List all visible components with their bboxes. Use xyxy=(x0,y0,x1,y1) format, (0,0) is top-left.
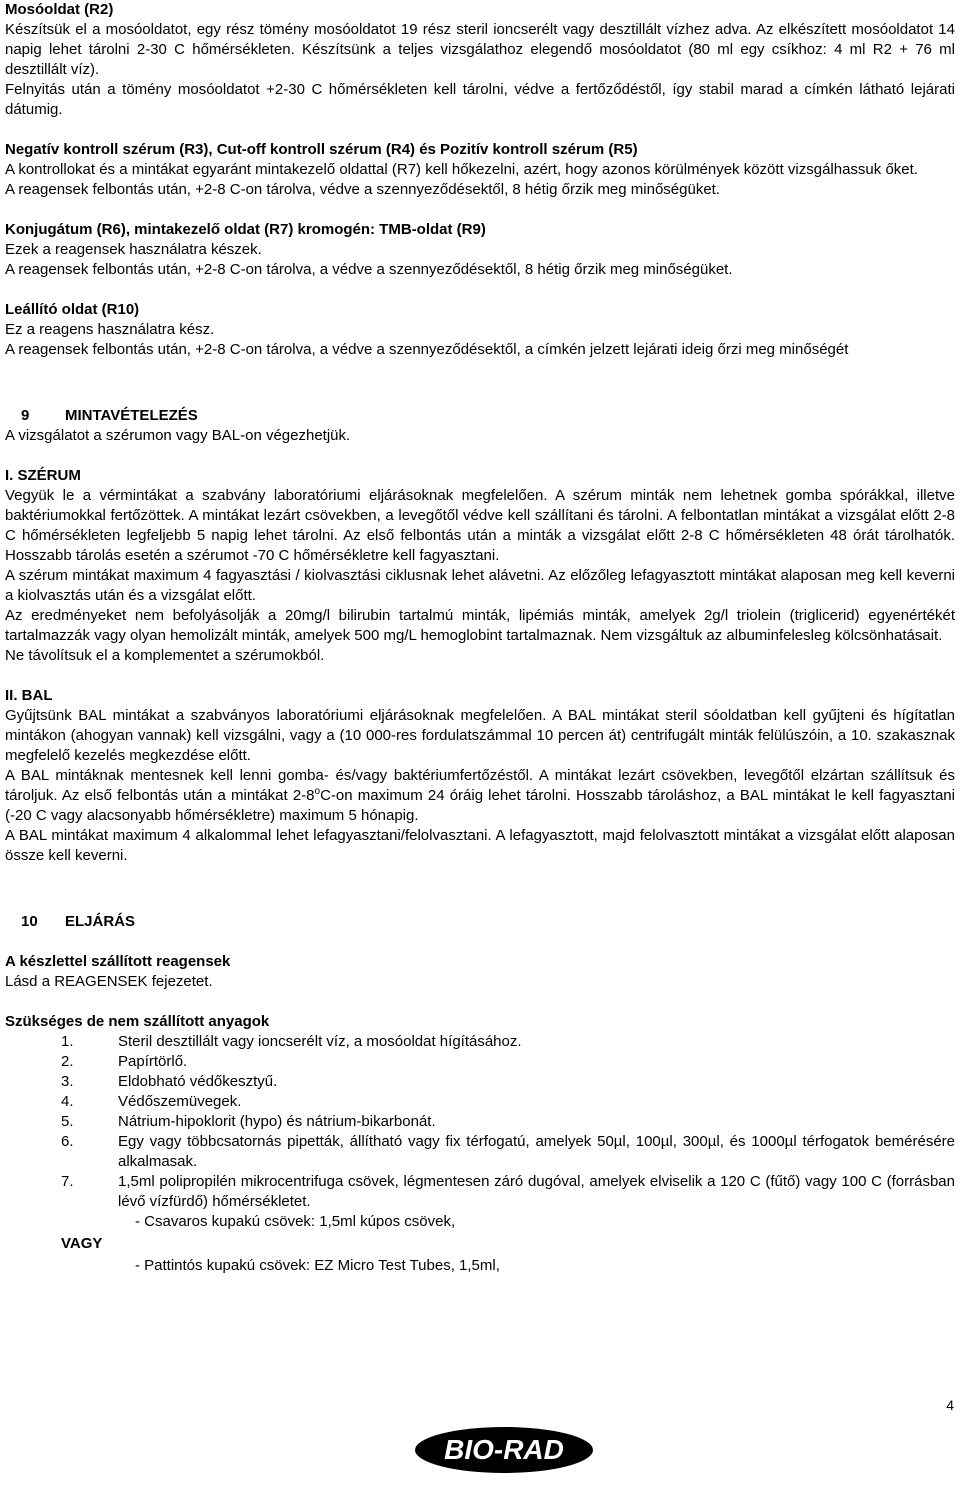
section-9-heading xyxy=(5,406,955,426)
list-item: 3. Eldobható védőkesztyű. xyxy=(61,1073,278,1090)
serum-paragraph-3: Az eredményeket nem befolyásolják a 20mg/l bilirubin tartalmú minták, lipémiás minták, amelyek 2g/l triolein (triglicerid) egyenértékét tartalmazzák vagy olyan hemolizált minták, amelyek 500 mg/L hemoglobint tartalmaznak. Nem vizsgáltuk az albuminfelesleg kölcsönhatásait. xyxy=(5,607,955,644)
wash-solution-paragraph-2: Felnyitás után a tömény mosóoldatot +2-30 C hőmérsékleten kell tárolni, védve a fertőződéstől, így stabil marad a címkén látható lejárati dátumig. xyxy=(5,81,955,118)
conjugate-paragraph-2: A reagensek felbontás után, +2-8 C-on tárolva, a védve a szennyeződésektől, 8 hétig őrzik meg minőségüket. xyxy=(5,261,733,278)
section-10-title: ELJÁRÁS xyxy=(65,913,136,930)
list-item: 7. 1,5ml polipropilén mikrocentrifuga csövek, légmentesen záró dugóval, amelyek elviselik a 120 C (fűtő) vagy 100 C (forrásban lévő vízfürdő) hőmérsékletet. xyxy=(61,1173,955,1210)
tube-option-1: - Csavaros kupakú csövek: 1,5ml kúpos csövek, xyxy=(135,1213,456,1230)
tube-option-2: - Pattintós kupakú csövek: EZ Micro Test Tubes, 1,5ml, xyxy=(135,1257,500,1274)
list-item: 2. Papírtörlő. xyxy=(61,1053,188,1070)
controls-paragraph-2: A reagensek felbontás után, +2-8 C-on tárolva, védve a szennyeződésektől, 8 hétig őrzik meg minőségüket. xyxy=(5,181,721,198)
stop-solution-paragraph-2: A reagensek felbontás után, +2-8 C-on tárolva, a védve a szennyeződésektől, a címkén jelzett lejárati ideig őrzi meg minőségét xyxy=(5,341,849,358)
serum-paragraph-2: A szérum mintákat maximum 4 fagyasztási / kiolvasztási ciklusnak lehet alávetni. Az előzőleg lefagyasztott mintákat alaposan meg kell keverni a kiolvasztás után és a vizsgálat előtt. xyxy=(5,567,955,604)
serum-paragraph-1: Vegyük le a vérmintákat a szabvány laboratóriumi eljárásoknak megfelelően. A szérum minták nem lehetnek gomba spórákkal, illetve baktériumokkal fertőzöttek. A mintákat lezárt csövekben, a levegőtől védve kell szállítani és tárolni. A felbontatlan mintákat a vizsgálat előtt 2-8 C hőmérsékleten legfeljebb 5 napig lehet tárolni. Az első felbontás után a minták a vizsgálat előtt 2-8 C hőmérsékleten 48 órát tárolhatók. Hosszabb tárolás esetén a szérumot -70 C hőmérsékletre kell fagyasztani. xyxy=(5,487,955,564)
controls-paragraph-1: A kontrollokat és a mintákat egyaránt mintakezelő oldattal (R7) kell hőkezelni, azért, hogy azonos körülmények között vizsgálhassuk őket. xyxy=(5,161,918,178)
section-9-intro: A vizsgálatot a szérumon vagy BAL-on végezhetjük. xyxy=(5,427,351,444)
bio-rad-logo-text: BIO-RAD xyxy=(444,1434,564,1465)
section-10-number: 10 xyxy=(21,913,38,930)
wash-solution-paragraph-1: Készítsük el a mosóoldatot, egy rész tömény mosóoldatot 19 rész steril ioncserélt vagy desztillált vízhez adva. Az elkészített mosóoldatot 14 napig lehet tárolni 2-30 C hőmérsékleten. Készítsünk a teljes vizsgálathoz elegendő mosóoldatot (80 ml egy csíkhoz: 4 ml R2 + 76 ml desztillált víz). xyxy=(5,21,955,78)
bal-heading: II. BAL xyxy=(5,687,53,704)
or-row xyxy=(5,1234,955,1254)
conjugate-heading: Konjugátum (R6), mintakezelő oldat (R7) kromogén: TMB-oldat (R9) xyxy=(5,221,486,238)
list-item: 1. Steril desztillált vagy ioncserélt víz, a mosóoldat hígításához. xyxy=(61,1033,522,1050)
wash-solution-heading: Mosóoldat (R2) xyxy=(5,1,114,18)
controls-heading: Negatív kontroll szérum (R3), Cut-off kontroll szérum (R4) és Pozitív kontroll szérum (R5) xyxy=(5,141,638,158)
list-item: 4. Védőszemüvegek. xyxy=(61,1093,242,1110)
bal-paragraph-2: A BAL mintáknak mentesnek kell lenni gomba- és/vagy baktériumfertőzéstől. A mintákat lezárt csövekben, levegőtől elzártan szállítsuk és tároljuk. Az első felbontás után a mintákat 2-8$^o$C-on maximum 24 óráig lehet tárolni. Hosszabb tároláshoz, a BAL mintákat le kell fagyasztani (-20 C vagy alacsonyabb hőmérsékletre) maximum 5 hónapig. xyxy=(5,767,955,824)
bal-paragraph-1: Gyűjtsünk BAL mintákat a szabványos laboratóriumi eljárásoknak megfelelően. A BAL mintákat steril sóoldatban kell gyűjteni és hígítatlan mintákon (ahogyan vannak) kell vizsgálni, vagy a (10 000-res fordulatszámmal 10 percen át) centrifugált minták felülúszóin, a 10. szakasznak megfelelő kezelés megkezdése előtt. xyxy=(5,707,955,764)
conjugate-paragraph-1: Ezek a reagensek használatra készek. xyxy=(5,241,262,258)
section-9-title: MINTAVÉTELEZÉS xyxy=(65,407,198,424)
bio-rad-logo xyxy=(414,1426,594,1474)
or-label: VAGY xyxy=(61,1235,103,1252)
serum-paragraph-4: Ne távolítsuk el a komplementet a szérumokból. xyxy=(5,647,325,664)
section-10-heading xyxy=(5,912,955,932)
page-number: 4 xyxy=(946,1397,954,1413)
required-materials-heading: Szükséges de nem szállított anyagok xyxy=(5,1013,270,1030)
stop-solution-paragraph-1: Ez a reagens használatra kész. xyxy=(5,321,215,338)
bal-paragraph-3: A BAL mintákat maximum 4 alkalommal lehet lefagyasztani/felolvasztani. A lefagyasztott, majd felolvasztott mintákat a vizsgálat előtt alaposan össze kell keverni. xyxy=(5,827,955,864)
stop-solution-heading: Leállító oldat (R10) xyxy=(5,301,140,318)
supplied-reagents-heading: A készlettel szállított reagensek xyxy=(5,953,231,970)
list-item: 6. Egy vagy többcsatornás pipetták, állítható vagy fix térfogatú, amelyek 50µl, 100µl, 300µl, és 1000µl térfogatok bemérésére alkalmasak. xyxy=(61,1133,955,1170)
degree-superscript: o xyxy=(314,786,321,797)
supplied-reagents-text: Lásd a REAGENSEK fejezetet. xyxy=(5,973,213,990)
serum-heading: I. SZÉRUM xyxy=(5,467,81,484)
required-materials-list xyxy=(5,1032,955,1212)
list-item: 5. Nátrium-hipoklorit (hypo) és nátrium-bikarbonát. xyxy=(61,1113,436,1130)
section-9-number: 9 xyxy=(21,407,30,424)
document-page xyxy=(5,0,955,1276)
